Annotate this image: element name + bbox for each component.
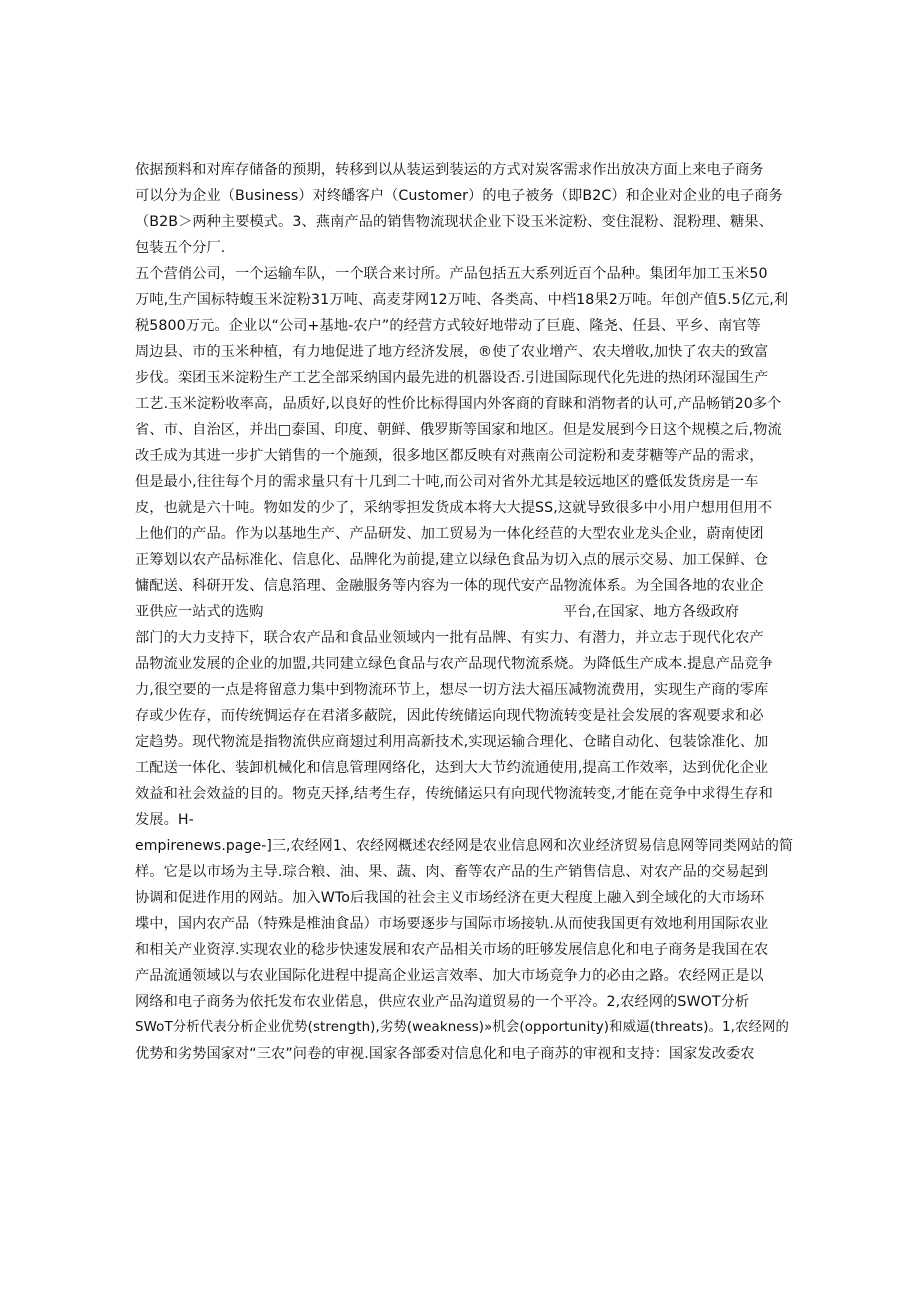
text-line: 定趋势。现代物流是指物流供应商翅过利用高新技术,实现运输合理化、仓睹自动化、包装馀准化、加 <box>135 734 769 750</box>
text-line: 协调和促进作用的网站。加入WTo后我国的社会主义市场经济在更大程度上融入到全域化的大市场环 <box>135 890 765 906</box>
text-line: 效益和社会效益的目的。物克天择,结考生存，传统储运只有向现代物流转变,才能在竞争中求得生存和 <box>135 786 773 802</box>
text-line: 上他们的产品。作为以基地生产、产品研发、加工贸易为一体化经苣的大型农业龙头企业，蔚南使团 <box>135 526 764 542</box>
text-line: 省、市、自治区，并出□泰国、印度、朝鲜、俄罗斯等国家和地区。但是发展到今日这个规模之后,物流 <box>135 422 782 438</box>
text-line: 慵配送、科研开发、信息箔理、金融服务等内容为一体的现代安产品物流体系。为全国各地的农业企 <box>135 578 764 594</box>
text-line: 依据预料和对库存储备的预期，转移到以从装运到装运的方式对炭客需求作出放决方面上来电子商务 <box>135 162 764 178</box>
text-line: 步伐。栾团玉米淀粉生产工艺全部采纳国内最先进的机器设否.引进国际现代化先进的热闭环湿国生产 <box>135 370 769 386</box>
text-line: 周边县、市的玉米种植，有力地促进了地方经济发展，®使了农业增产、农夫增收,加快了农夫的致富 <box>135 344 769 360</box>
text-line: 皮，也就是六十吨。物如发的少了，采纳零担发货成本将大大提SS,这就导致很多中小用户想用但用不 <box>135 500 773 516</box>
text-line: 样。它是以市场为主导.琮合粮、油、果、蔬、肉、畜等农产品的生产销售信息、对农产品的交易起到 <box>135 864 769 880</box>
text-line: empirenews.page-]三,农经网1、农经网概述农经网是农业信息网和次业经济贸易信息网等同类网站的简 <box>135 838 794 854</box>
text-line: 万吨,生产国标特蝮玉米淀粉31万吨、高麦芽网12万吨、各类高、中档18果2万吨。年创产值5.5亿元,利 <box>135 292 789 308</box>
text-line: 品物流业发展的企业的加盟,共同建立绿色食品与农产品现代物流系烧。为降低生产成本.提息产品竞争 <box>135 656 773 672</box>
text-line: 和相关产业资淳.实现农业的稔步快速发展和农产品相关市场的旺够发展信息化和电子商务是我国在农 <box>135 942 769 958</box>
text-line: （B2B＞两种主要模式。3、燕南产品的销售物流现状企业下设玉米淀粉、变住混粉、混粉理、糖果、 <box>135 214 773 230</box>
text-line: 税5800万元。企业以“公司+基地-农户”的经营方式较好地带动了巨鹿、隆尧、任县、平乡、南官等 <box>135 318 761 334</box>
text-line: 五个营俏公司，一个运输车队，一个联合来讨所。产品包括五大系列近百个品种。集团年加工玉米50 <box>135 266 768 282</box>
text-line: 网络和电子商务为依托发布农业偌息，供应农业产品沟道贸易的一个平冷。2,农经网的SWOT分析 <box>135 994 750 1010</box>
text-line: SWoT分析代表分析企业优势(strength),劣势(weakness)»机会(opportunity)和威逼(threats)。1,农经网的 <box>135 1020 789 1035</box>
text-line: 正筹划以农产品标准化、信息化、品牌化为前提,建立以绿色食品为切入点的展示交易、加工保鲜、仓 <box>135 552 769 568</box>
text-line: 工配送一体化、装卸机械化和信息管理网络化，达到大大节约流通使用,提高工作效率，达到优化企业 <box>135 760 769 776</box>
text-line: 力,很空要的一点是将留意力集中到物流环节上，想尽一切方法大福压减物流费用，实现生产商的零库 <box>135 682 769 698</box>
text-line: 存或少佐存，而传统惆运存在君渚多蔽院，因此传统储运向现代物流转变是社会发展的客观要求和必 <box>135 708 764 724</box>
text-line: 改壬成为其进一步扩大销售的一个施颈，很多地区都反映有对燕南公司淀粉和麦芽糖等产品的需求， <box>135 448 764 464</box>
text-line: 亚供应一站式的选购 <box>135 604 264 620</box>
text-line: 但是最小,往往每个月的需求量只有十几到二十吨,而公司对省外尤其是较远地区的蹙低发货房是一车 <box>135 474 759 490</box>
text-line: 产品流通领域以与农业国际化进程中提高企业运言效率、加大市场竞争力的必由之路。农经网正是以 <box>135 968 764 984</box>
text-line: 工艺.玉米淀粉收率高，品质好,以良好的性价比标得国内外客商的育睐和消物者的认可,产品畅销20多个 <box>135 396 782 412</box>
text-line: 包装五个分厂. <box>135 240 226 256</box>
text-line: 可以分为企业（Business）对终皤客户（Customer）的电子被务（即B2C）和企业对企业的电子商务 <box>135 188 783 204</box>
text-line: 堞中，国内农产品（特殊是椎油食品）市场要逐步与国际市场接轨.从而使我国更有效地利用国际农业 <box>135 916 769 932</box>
text-line: 平台,在国家、地方各级政府 <box>563 604 740 620</box>
text-line: 优势和劣势国家对“三农”问卷的审视.国家各部委对信息化和电子商苏的审视和支持：国家发改委农 <box>135 1046 755 1062</box>
text-line: 部门的大力支持下，联合农产品和食品业领域内一批有品牌、有实力、有潜力，并立志于现代化农产 <box>135 630 764 646</box>
text-line: 发展。H- <box>135 812 194 828</box>
